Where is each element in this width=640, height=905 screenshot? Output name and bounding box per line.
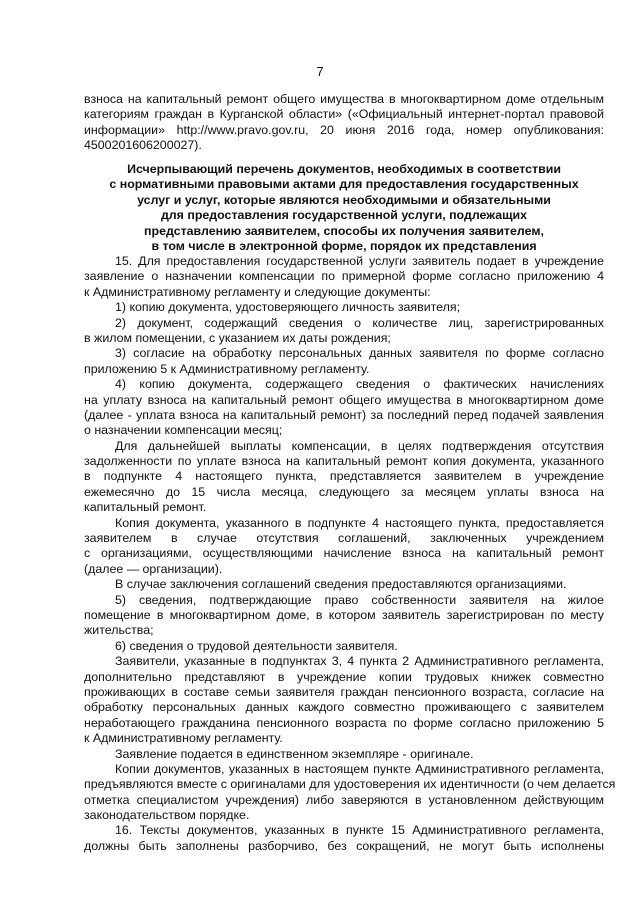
heading-line: услуг и услуг, которые являются необходимыми и обязательными [137, 192, 551, 207]
section-heading [84, 162, 604, 254]
body-line: Копии документов, указанных в настоящем пункте Административного регламента, [115, 761, 604, 776]
body-line: жительства; [84, 623, 154, 638]
body-line: законодательством порядке. [84, 808, 250, 823]
body-line: дополнительно представляют в учреждение копии трудовых книжек совместно [84, 669, 604, 684]
body-line: 2) документ, содержащий сведения о количестве лиц, зарегистрированных [115, 315, 604, 330]
body-line: 15. Для предоставления государственной услуги заявитель подает в учреждение [115, 254, 604, 268]
heading-line: для предоставления государственной услуги, подлежащих [160, 208, 528, 223]
body-line: к Административному регламенту и следующие документы: [84, 284, 431, 299]
body-line: капитальный ремонт. [84, 500, 207, 515]
body-line: 4) копию документа, содержащего сведения о фактических начислениях [115, 377, 604, 392]
body-line: Для дальнейшей выплаты компенсации, в целях подтверждения отсутствия [115, 438, 604, 453]
body-line: Копия документа, указанного в подпункте 4 настоящего пункта, предоставляется [115, 515, 604, 530]
text-line: информации» http://www.pravo.gov.ru, 20 июня 2016 года, номер опубликования: [84, 122, 604, 137]
text-line: взноса на капитальный ремонт общего имущества в многоквартирном доме отдельным [84, 92, 604, 106]
body-line: на уплату взноса на капитальный ремонт общего имущества в многоквартирном доме [84, 392, 604, 407]
body-line: Заявители, указанные в подпунктах 3, 4 пункта 2 Административного регламента, [115, 654, 604, 669]
body-line: должны быть заполнены разборчиво, без сокращений, не могут быть исполнены [84, 838, 604, 853]
heading-line: представлению заявителем, способы их получения заявителем, [144, 223, 544, 238]
body-line: ежемесячно до 15 числа месяца, следующего за месяцем уплаты взноса на [84, 484, 604, 499]
body-line: 16. Тексты документов, указанных в пункте 15 Административного регламента, [115, 823, 604, 838]
text-line: 4500201606200027). [84, 138, 202, 153]
body-line: в жилом помещении, с указанием их даты рождения; [84, 330, 391, 345]
intro-paragraph [84, 92, 604, 154]
body-line: помещение в многоквартирном доме, в котором заявитель зарегистрирован по месту [84, 607, 604, 622]
body-line: заявление о назначении компенсации по примерной форме согласно приложению 4 [84, 269, 604, 284]
body-line: В случае заключения соглашений сведения предоставляются организациями. [115, 577, 567, 592]
body-line: приложению 5 к Административному регламенту. [84, 361, 370, 376]
body-line: в подпункте 4 настоящего пункта, представляется заявителем в учреждение [84, 469, 604, 484]
body-line: 6) сведения о трудовой деятельности заявителя. [115, 638, 398, 653]
body-line: заявителем в случае отсутствия соглашений, заключенных учреждением [84, 531, 604, 546]
heading-line: в том числе в электронной форме, порядок их представления [151, 238, 537, 253]
body-line: 3) согласие на обработку персональных данных заявителя по форме согласно [115, 346, 604, 361]
body-line: проживающих в составе семьи заявителя граждан пенсионного возраста, согласие на [84, 684, 604, 699]
text-line: категориям граждан в Курганской области» («Официальный интернет-портал правовой [84, 107, 604, 122]
heading-line: Исчерпывающий перечень документов, необходимых в соответствии [127, 162, 561, 176]
body-line: 5) сведения, подтверждающие право собственности заявителя на жилое [115, 592, 604, 607]
body-line: Заявление подается в единственном экземпляре - оригинале. [115, 746, 474, 761]
body-line: (далее — организации). [84, 561, 223, 576]
body-line: 1) копию документа, удостоверяющего личность заявителя; [115, 300, 461, 315]
body-line: к Административному регламенту. [84, 731, 283, 746]
body-line: задолженности по уплате взноса на капитальный ремонт копия документа, указанного [84, 454, 604, 469]
body-line: отметка специалистом учреждения) либо заверяются в установленном действующим [84, 792, 604, 807]
body-line: предъявляются вместе с оригиналами для удостоверения их идентичности (о чем делается [84, 777, 616, 792]
body-line: неработающего гражданина пенсионного возраста по форме согласно приложению 5 [84, 715, 604, 730]
heading-line: с нормативными правовыми актами для предоставления государственных [109, 177, 579, 192]
body-line: о назначении компенсации месяц; [84, 423, 283, 438]
body-line: (далее - уплата взноса на капитальный ремонт) за последний перед подачей заявления [84, 407, 604, 422]
page-number: 7 [316, 64, 324, 79]
body-line: обработку персональных данных каждого совместно проживающего с заявителем [84, 700, 604, 715]
body-line: с организациями, осуществляющими начисление взноса на капитальный ремонт [84, 546, 604, 561]
body-text [84, 254, 616, 854]
